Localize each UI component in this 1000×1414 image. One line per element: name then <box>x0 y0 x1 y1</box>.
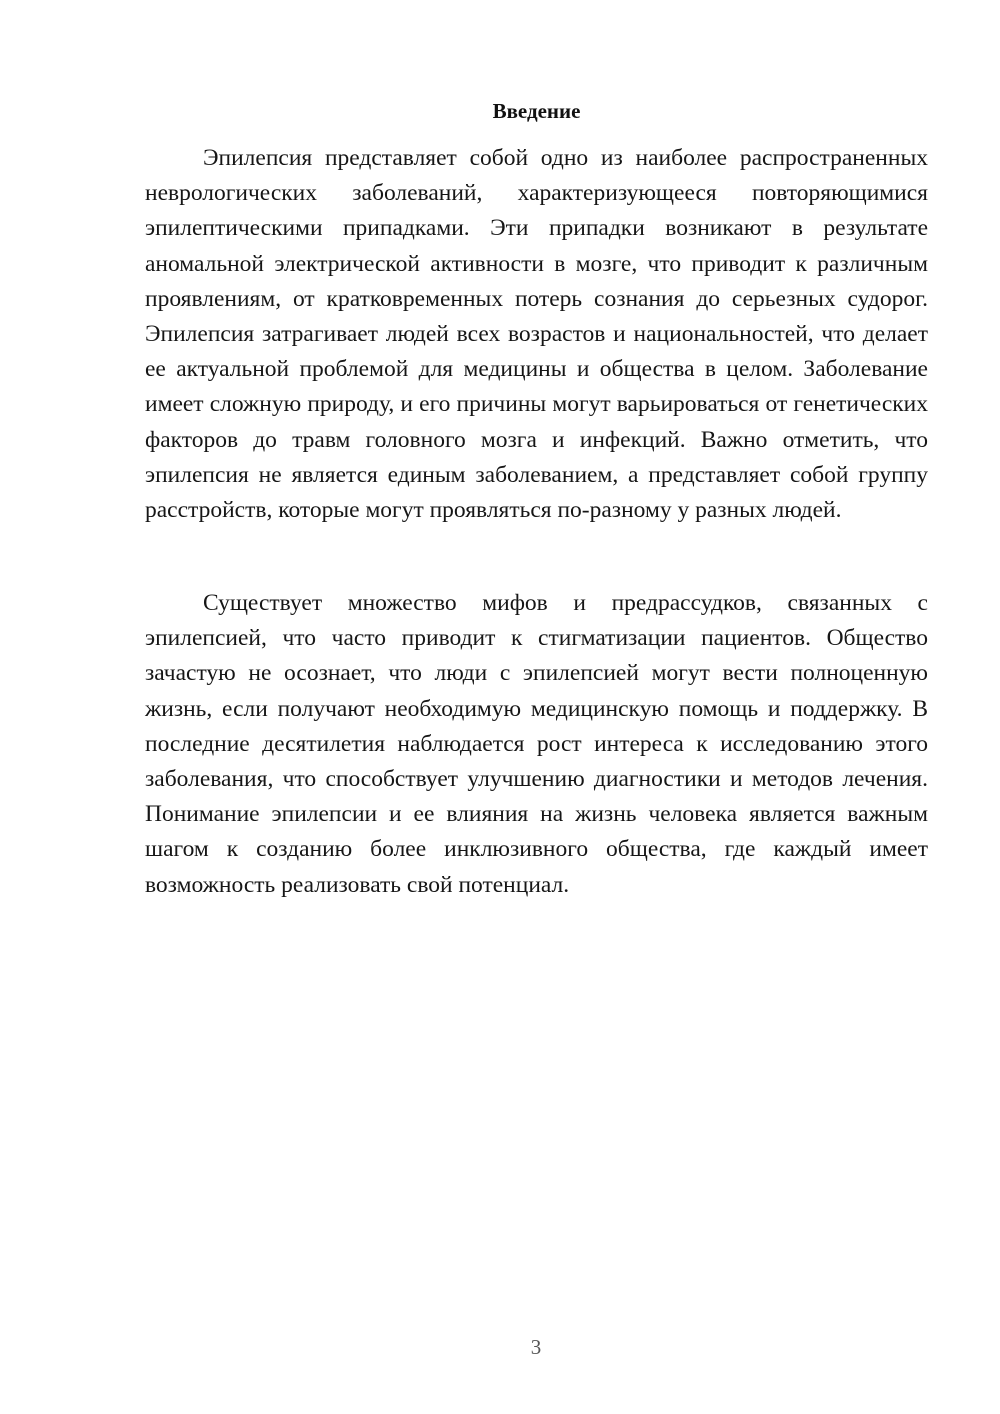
page-number: 3 <box>530 1335 542 1359</box>
section-heading: Введение <box>492 99 581 123</box>
paragraph-2: Существует множество мифов и предрассудков, связанных с эпилепсией, что часто приводит к стигматизации пациентов. Общество зачастую не осознает, что люди с эпилепсией могут вести полноценную жизнь, если получают необходимую медицинскую помощь и поддержку. В последние десятилетия наблюдается рост интереса к исследованию этого заболевания, что способствует улучшению диагностики и методов лечения. Понимание эпилепсии и ее влияния на жизнь человека является важным шагом к созданию более инклюзивного общества, где каждый имеет возможность реализовать свой потенциал. <box>145 590 928 898</box>
paragraph-1: Эпилепсия представляет собой одно из наиболее распространенных неврологических заболеваний, характеризующееся повторяющимися эпилептическими припадками. Эти припадки возникают в результате аномальной электрической активности в мозге, что приводит к различным проявлениям, от кратковременных потерь сознания до серьезных судорог. Эпилепсия затрагивает людей всех возрастов и национальностей, что делает ее актуальной проблемой для медицины и общества в целом. Заболевание имеет сложную природу, и его причины могут варьироваться от генетических факторов до травм головного мозга и инфекций. Важно отметить, что эпилепсия не является единым заболеванием, а представляет собой группу расстройств, которые могут проявляться по-разному у разных людей. <box>145 145 928 524</box>
